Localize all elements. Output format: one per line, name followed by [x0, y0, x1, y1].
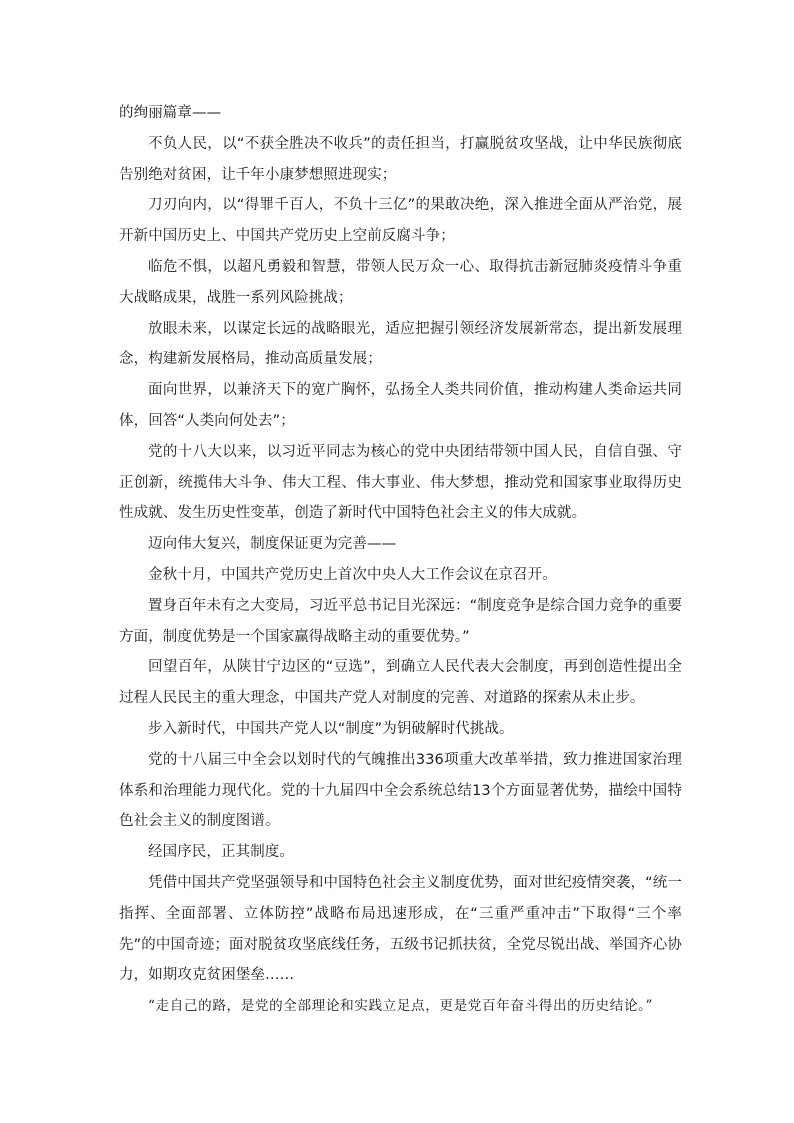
paragraph-future: 放眼未来，以谋定长远的战略眼光，适应把握引领经济发展新常态，提出新发展理念，构建新发展格局，推动高质量发展； — [119, 320, 682, 368]
paragraph-pandemic: 临危不惧，以超凡勇毅和智慧，带领人民万众一心、取得抗击新冠肺炎疫情斗争重大战略成果，战胜一系列风险挑战； — [119, 258, 682, 306]
paragraph-anticorruption: 刀刃向内，以“得罪千百人，不负十三亿”的果敢决绝，深入推进全面从严治党，展开新中国历史上、中国共产党历史上空前反腐斗争； — [119, 197, 682, 245]
paragraph-conference: 金秋十月，中国共产党历史上首次中央人大工作会议在京召开。 — [148, 566, 557, 583]
paragraph-section-heading: 迈向伟大复兴，制度保证更为完善—— — [148, 536, 397, 553]
paragraph-advantages: 凭借中国共产党坚强领导和中国特色社会主义制度优势，面对世纪疫情突袭，“统一指挥、全面部署、立体防控”战略布局迅速形成，在“三重严重冲击”下取得“三个率先”的中国奇迹；面对脱贫攻坚底线任务，五级书记抓扶贫，全党尽锐出战、举国齐心协力，如期攻克贫困堡垒…… — [119, 874, 682, 984]
paragraph-system-competition: 置身百年未有之大变局，习近平总书记目光深远：“制度竞争是综合国力竞争的重要方面，制度优势是一个国家赢得战略主动的重要优势。” — [119, 597, 682, 645]
paragraph-history: 回望百年，从陕甘宁边区的“豆选”，到确立人民代表大会制度，再到创造性提出全过程人民民主的重大理念，中国共产党人对制度的完善、对道路的探索从未止步。 — [119, 659, 682, 707]
paragraph-governance: 经国序民，正其制度。 — [148, 844, 294, 861]
paragraph-world: 面向世界，以兼济天下的宽广胸怀，弘扬全人类共同价值，推动构建人类命运共同体，回答“人类向何处去”； — [119, 382, 682, 429]
paragraph-new-era: 步入新时代，中国共产党人以“制度”为钥破解时代挑战。 — [148, 720, 514, 737]
paragraph-achievements: 党的十八大以来，以习近平同志为核心的党中央团结带领中国人民，自信自强、守正创新，统揽伟大斗争、伟大工程、伟大事业、伟大梦想，推动党和国家事业取得历史性成就、发生历史性变革，创造了新时代中国特色社会主义的伟大成就。 — [119, 443, 682, 522]
paragraph-quote: “走自己的路，是党的全部理论和实践立足点，更是党百年奋斗得出的历史结论。” — [148, 998, 654, 1015]
paragraph-continuation: 的绚丽篇章—— — [119, 105, 222, 121]
paragraph-people: 不负人民，以“不获全胜决不收兵”的责任担当，打赢脱贫攻坚战，让中华民族彻底告别绝对贫困，让千年小康梦想照进现实； — [119, 135, 682, 183]
paragraph-reforms: 党的十八届三中全会以划时代的气魄推出336项重大改革举措，致力推进国家治理体系和治理能力现代化。党的十九届四中全会系统总结13个方面显著优势，描绘中国特色社会主义的制度图谱。 — [119, 751, 682, 830]
